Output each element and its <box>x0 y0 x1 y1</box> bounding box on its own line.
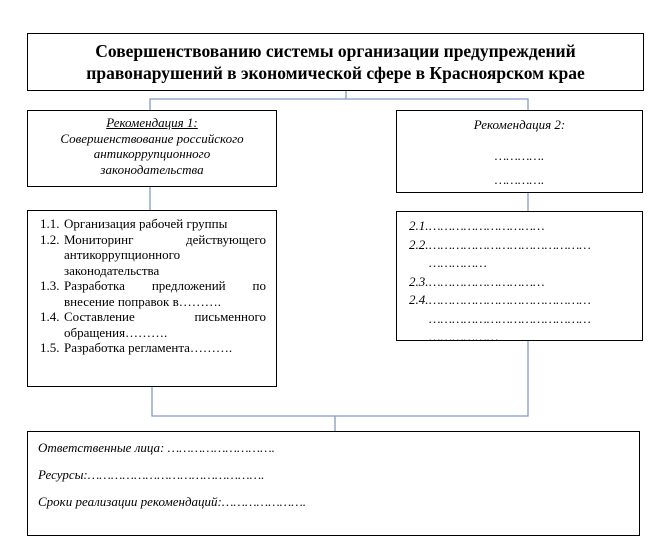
task-number: 1.3. <box>40 278 60 293</box>
task-item <box>40 340 266 356</box>
recommendation-2-line: …………. <box>494 148 545 163</box>
task-item <box>409 273 636 292</box>
task-item <box>409 291 636 347</box>
task-number: 2.3. <box>409 273 429 289</box>
task-text: Составление письменного обращения………. <box>64 309 266 340</box>
task-number: 1.4. <box>40 309 60 324</box>
recommendation-1-tasks <box>27 210 277 387</box>
deadlines: Сроки реализации рекомендаций:…………………. <box>38 494 307 509</box>
task-item <box>40 278 266 309</box>
task-item <box>409 236 636 273</box>
recommendation-1-box <box>27 110 277 187</box>
resources: Ресурсы:………………………………………. <box>38 467 265 482</box>
recommendation-1-line: законодательства <box>100 161 204 177</box>
task-number: 2.1. <box>409 218 429 233</box>
task-item <box>40 232 266 279</box>
task-number: 2.2. <box>409 236 429 252</box>
implementation-box <box>27 431 640 536</box>
task-item <box>40 309 266 340</box>
task-text: Мониторинг действующего антикоррупционного законодательства <box>64 231 266 278</box>
task-number: 2.4. <box>409 292 429 307</box>
recommendation-1-line: антикоррупционного <box>93 146 211 161</box>
recommendation-1-line: Совершенствование российского <box>60 130 244 146</box>
task-number: 1.5. <box>40 340 60 355</box>
responsible-persons: Ответственные лица: ………………………. <box>38 440 275 455</box>
connector-title-to-recs <box>150 91 528 110</box>
task-number: 1.1. <box>40 216 60 231</box>
title-line-1: Совершенствованию системы организации предупреждений <box>95 41 576 61</box>
task-text: Разработка предложений по внесение поправок в………. <box>64 278 266 309</box>
recommendation-2-tasks <box>396 211 643 344</box>
diagram-title <box>27 33 644 91</box>
task-number: 1.2. <box>40 231 60 247</box>
title-line-2: правонарушений в экономической сфере в Красноярском крае <box>86 63 585 83</box>
recommendation-1-heading: Рекомендация 1: <box>106 115 198 130</box>
recommendation-2-line: …………. <box>494 172 545 187</box>
task-text: …………………………………… …………… <box>429 236 591 270</box>
task-text: ………………………… <box>429 218 545 233</box>
task-text: ………………………… <box>429 273 545 289</box>
task-item <box>40 216 266 232</box>
task-text: …………………………………… …………………………………… ……………… <box>429 292 591 344</box>
task-text: Организация рабочей группы <box>64 216 228 231</box>
recommendation-2-box <box>396 110 643 193</box>
recommendation-2-heading: Рекомендация 2: <box>473 117 566 132</box>
task-text: Разработка регламента………. <box>64 340 233 355</box>
task-item <box>409 217 636 236</box>
